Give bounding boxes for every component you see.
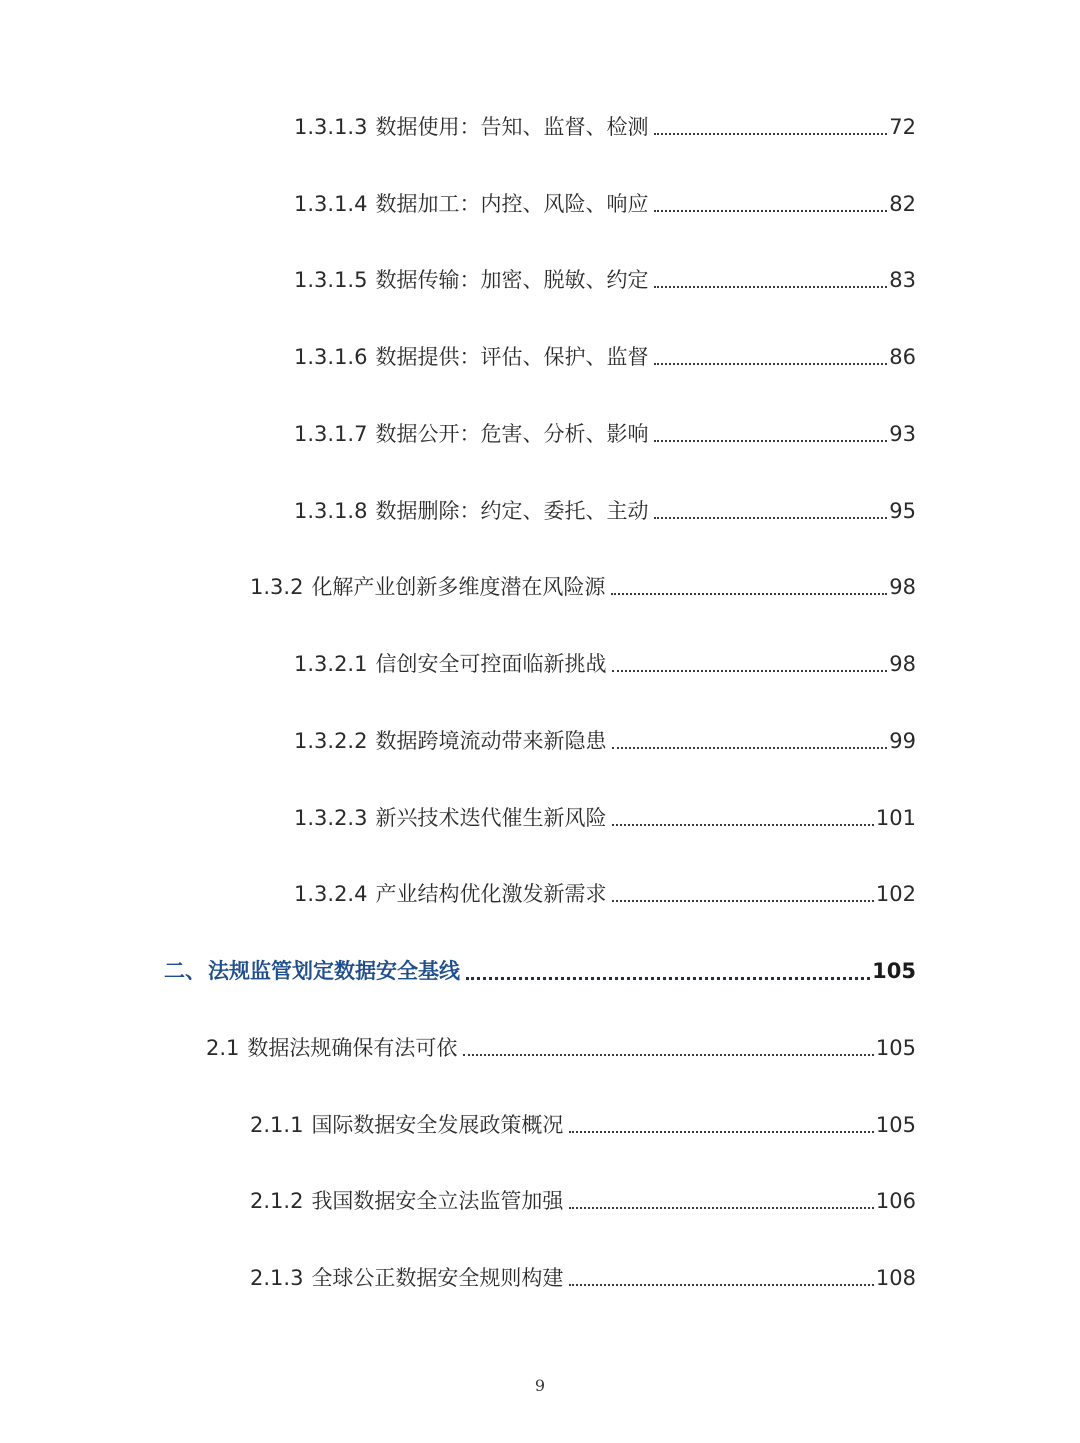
toc-entry-number: 1.3.1.3 bbox=[294, 115, 368, 139]
dot-leader bbox=[654, 210, 887, 212]
dot-leader bbox=[612, 900, 873, 902]
toc-entry-title: 我国数据安全立法监管加强 bbox=[311, 1189, 564, 1213]
dot-leader bbox=[612, 670, 887, 672]
dot-leader bbox=[654, 133, 887, 135]
toc-entry-title: 数据提供：评估、保护、监督 bbox=[375, 345, 649, 369]
toc-entry-1-3-2-3[interactable] bbox=[294, 798, 916, 838]
toc-entry-page: 83 bbox=[889, 268, 916, 292]
toc-entry-1-3-1-5[interactable] bbox=[294, 260, 916, 300]
dot-leader bbox=[463, 1054, 874, 1056]
toc-entry-1-3-1-4[interactable] bbox=[294, 184, 916, 224]
toc-entry-page: 101 bbox=[875, 806, 916, 830]
toc-entry-page: 108 bbox=[875, 1266, 916, 1290]
dot-leader bbox=[611, 593, 887, 595]
dot-leader bbox=[654, 517, 887, 519]
toc-entry-page: 105 bbox=[872, 959, 916, 983]
toc-entry-number: 1.3.2.2 bbox=[294, 729, 368, 753]
toc-entry-page: 95 bbox=[889, 499, 916, 523]
toc-entry-title: 化解产业创新多维度潜在风险源 bbox=[311, 575, 606, 599]
dot-leader bbox=[569, 1131, 873, 1133]
toc-entry-title: 法规监管划定数据安全基线 bbox=[208, 959, 460, 983]
toc-entry-page: 98 bbox=[889, 575, 916, 599]
toc-entry-title: 数据删除：约定、委托、主动 bbox=[375, 499, 649, 523]
toc-entry-1-3-2[interactable] bbox=[250, 567, 916, 607]
toc-entry-2-1-3[interactable] bbox=[250, 1258, 916, 1298]
toc-entry-title: 数据使用：告知、监督、检测 bbox=[375, 115, 649, 139]
dot-leader bbox=[654, 363, 887, 365]
toc-entry-title: 数据传输：加密、脱敏、约定 bbox=[375, 268, 649, 292]
toc-entry-page: 98 bbox=[889, 652, 916, 676]
dot-leader bbox=[612, 747, 887, 749]
toc-entry-number: 1.3.2.4 bbox=[294, 882, 368, 906]
toc-entry-1-3-2-2[interactable] bbox=[294, 721, 916, 761]
toc-entry-1-3-1-7[interactable] bbox=[294, 414, 916, 454]
toc-entry-number: 1.3.2 bbox=[250, 575, 304, 599]
toc-entry-number: 二、 bbox=[164, 959, 206, 983]
toc-entry-title: 数据加工：内控、风险、响应 bbox=[375, 192, 649, 216]
toc-entry-number: 1.3.1.4 bbox=[294, 192, 368, 216]
toc-entry-1-3-2-4[interactable] bbox=[294, 874, 916, 914]
dot-leader bbox=[654, 440, 887, 442]
dot-leader bbox=[569, 1207, 873, 1209]
toc-entry-number: 1.3.1.6 bbox=[294, 345, 368, 369]
toc-entry-1-3-1-3[interactable] bbox=[294, 107, 916, 147]
toc-entry-title: 信创安全可控面临新挑战 bbox=[375, 652, 607, 676]
toc-entry-number: 1.3.1.7 bbox=[294, 422, 368, 446]
toc-entry-page: 86 bbox=[889, 345, 916, 369]
page-number: 9 bbox=[534, 1376, 546, 1395]
toc-entry-2-1-2[interactable] bbox=[250, 1181, 916, 1221]
toc-entry-page: 105 bbox=[875, 1113, 916, 1137]
dot-leader bbox=[569, 1284, 873, 1286]
toc-entry-page: 82 bbox=[889, 192, 916, 216]
toc-entry-title: 数据跨境流动带来新隐患 bbox=[375, 729, 607, 753]
toc-entry-title: 产业结构优化激发新需求 bbox=[375, 882, 607, 906]
toc-entry-number: 2.1.3 bbox=[250, 1266, 304, 1290]
toc-entry-page: 105 bbox=[875, 1036, 916, 1060]
toc-entry-2-1[interactable] bbox=[206, 1028, 916, 1068]
toc-entry-page: 106 bbox=[875, 1189, 916, 1213]
toc-entry-page: 99 bbox=[889, 729, 916, 753]
toc-entry-page: 72 bbox=[889, 115, 916, 139]
toc-entry-page: 102 bbox=[875, 882, 916, 906]
toc-entry-number: 2.1.2 bbox=[250, 1189, 304, 1213]
toc-entry-title: 国际数据安全发展政策概况 bbox=[311, 1113, 564, 1137]
toc-entry-page: 93 bbox=[889, 422, 916, 446]
dot-leader bbox=[654, 286, 887, 288]
dot-leader bbox=[612, 824, 873, 826]
toc-entry-title: 新兴技术迭代催生新风险 bbox=[375, 806, 607, 830]
toc-entry-1-3-2-1[interactable] bbox=[294, 644, 916, 684]
toc-entry-chapter-2[interactable] bbox=[164, 951, 916, 991]
toc-entry-number: 1.3.1.5 bbox=[294, 268, 368, 292]
toc-entry-number: 1.3.2.3 bbox=[294, 806, 368, 830]
toc-entry-number: 1.3.1.8 bbox=[294, 499, 368, 523]
toc-entry-1-3-1-6[interactable] bbox=[294, 337, 916, 377]
dot-leader bbox=[466, 977, 870, 980]
toc-entry-title: 数据法规确保有法可依 bbox=[247, 1036, 458, 1060]
toc-entry-number: 2.1.1 bbox=[250, 1113, 304, 1137]
toc-entry-number: 2.1 bbox=[206, 1036, 240, 1060]
toc-entry-title: 全球公正数据安全规则构建 bbox=[311, 1266, 564, 1290]
toc-entry-1-3-1-8[interactable] bbox=[294, 491, 916, 531]
toc-entry-2-1-1[interactable] bbox=[250, 1105, 916, 1145]
toc-entry-number: 1.3.2.1 bbox=[294, 652, 368, 676]
toc-entry-title: 数据公开：危害、分析、影响 bbox=[375, 422, 649, 446]
